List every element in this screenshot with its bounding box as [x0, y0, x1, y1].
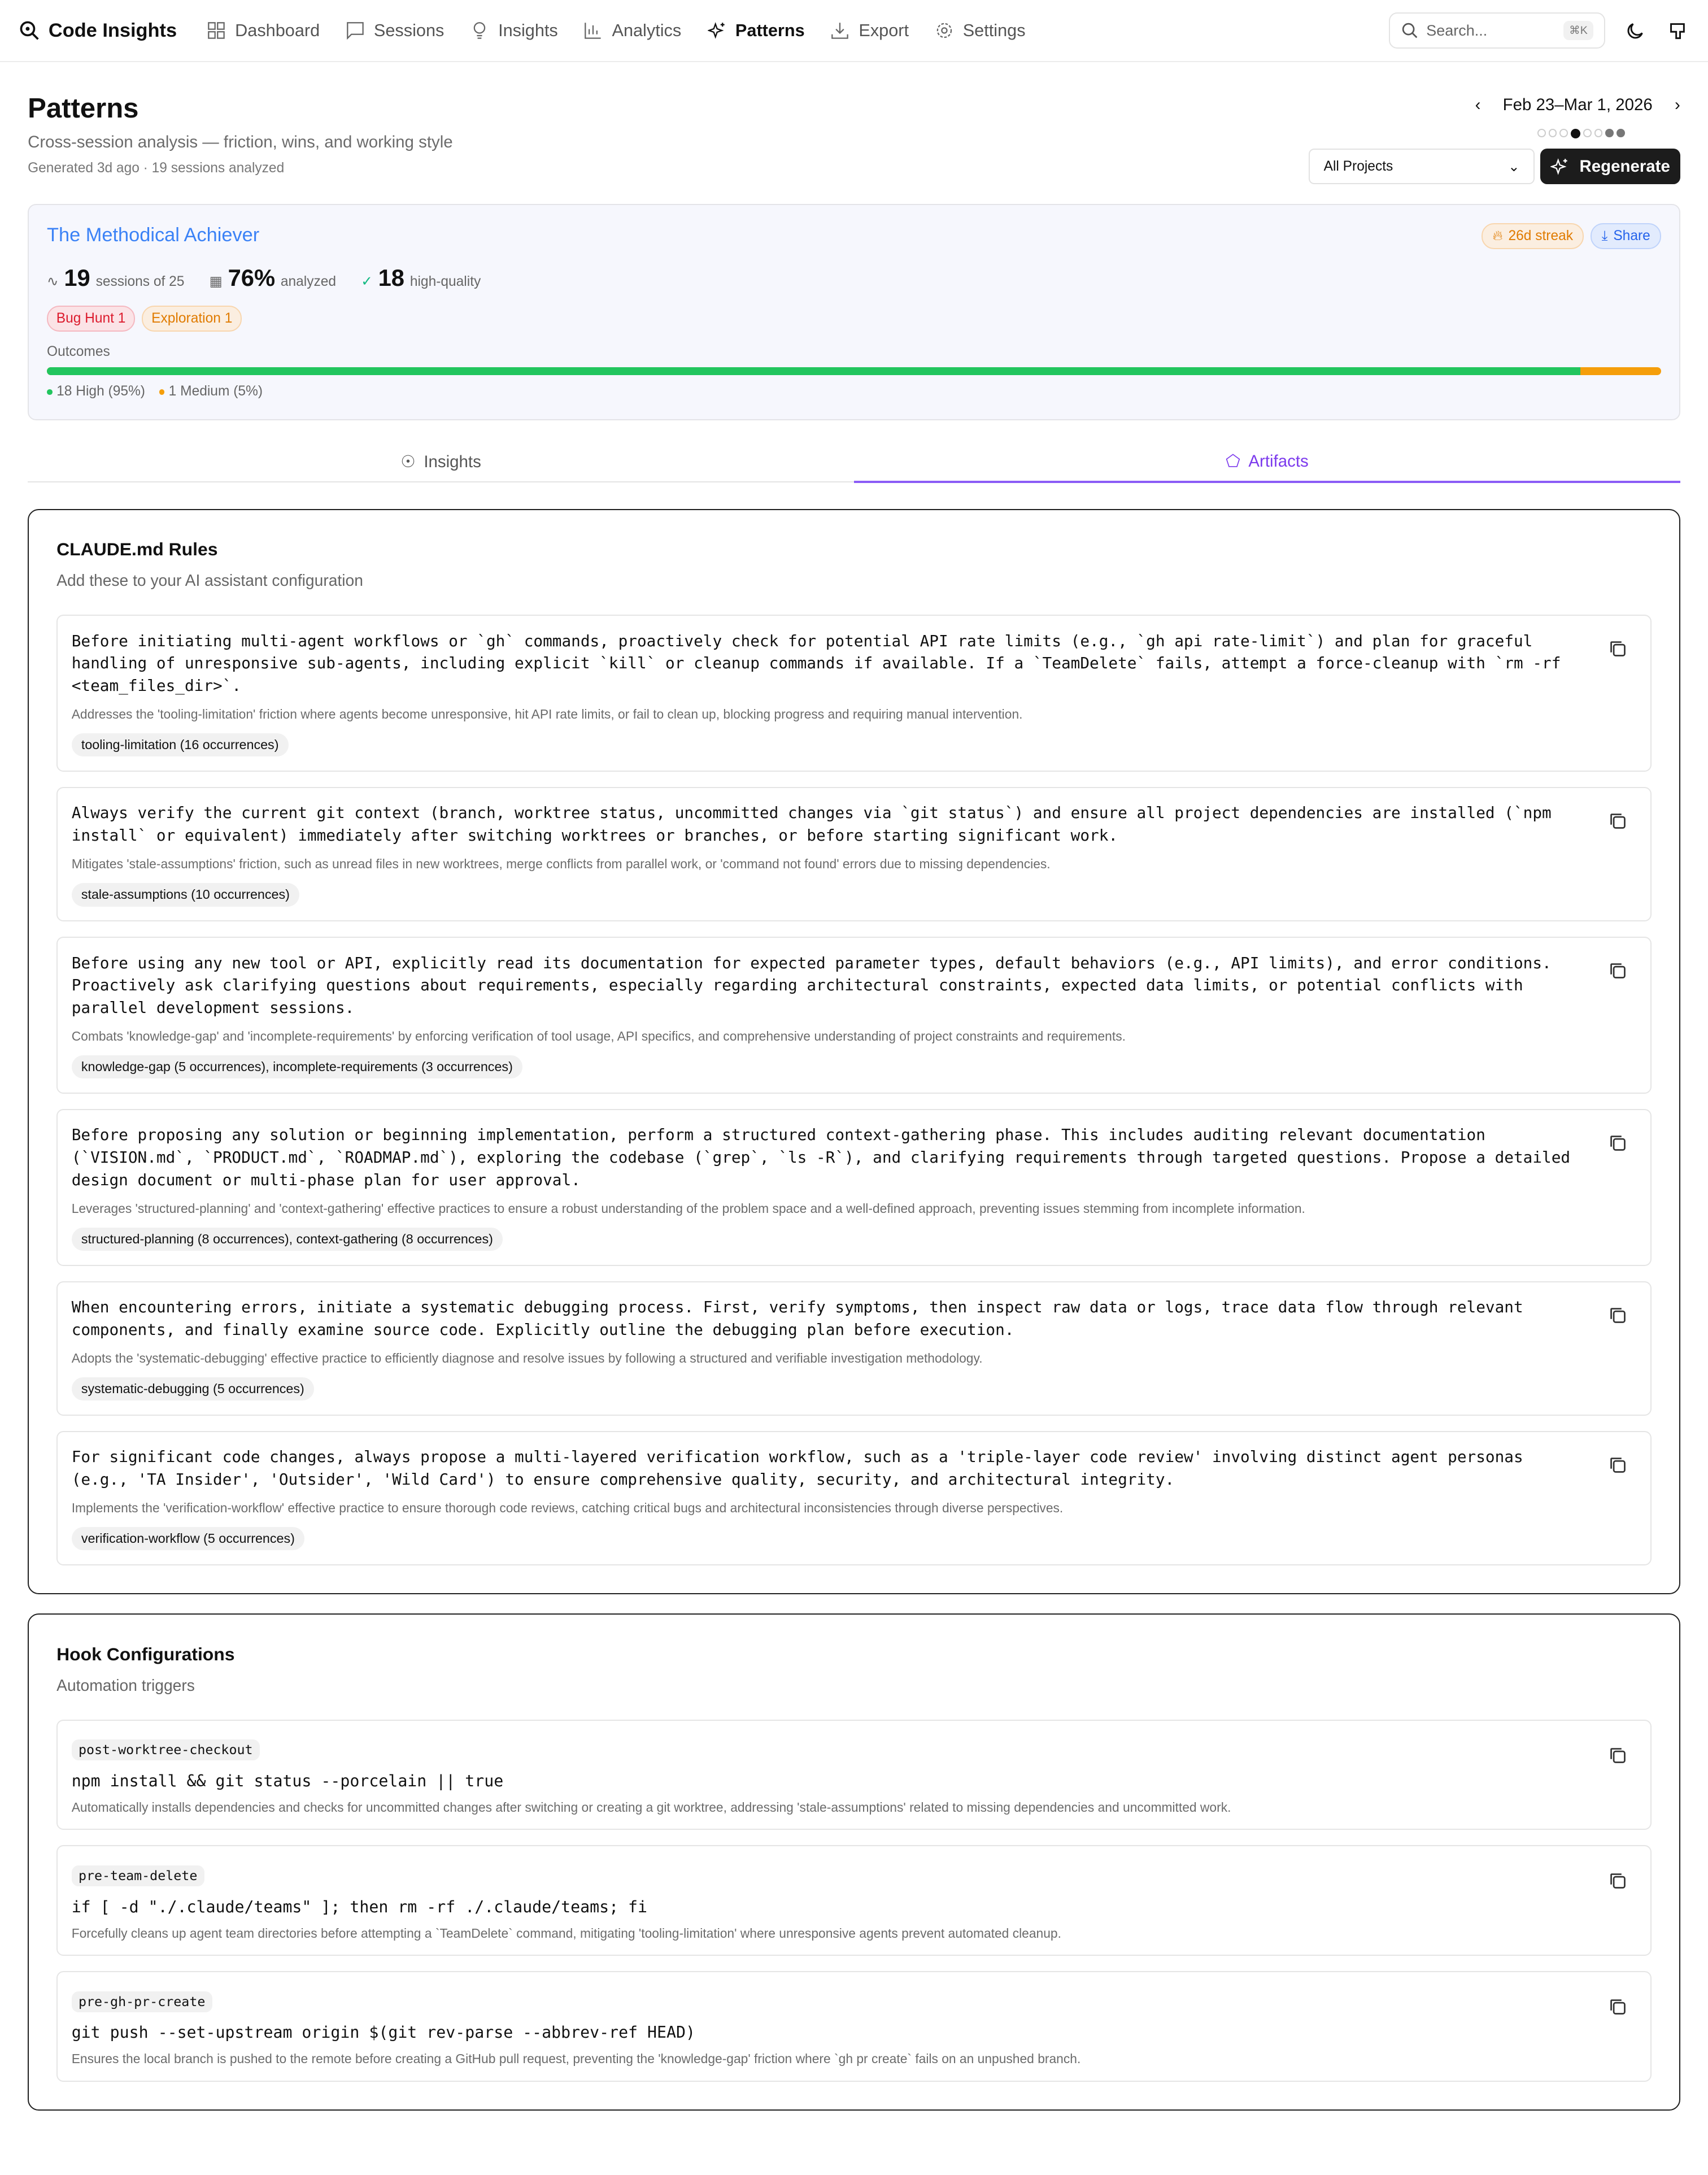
brand-name: Code Insights [48, 19, 177, 41]
rule-card [56, 615, 1652, 772]
header-controls [1309, 149, 1680, 185]
rule-card [56, 937, 1652, 1094]
date-navigator [1475, 95, 1680, 115]
nav-label: Dashboard [235, 20, 320, 41]
flame-icon: 🔥︎ [1492, 228, 1503, 244]
generated-info: Generated 3d ago · 19 sessions analyzed [28, 160, 285, 176]
tab-artifacts[interactable] [854, 442, 1680, 483]
copy-icon [1609, 1998, 1627, 2016]
lightbulb-icon [470, 21, 489, 40]
rule-text: When encountering errors, initiate a systematic debugging process. First, verify symptoms, then inspect raw data or logs, trace data flow through relevant components, and finally examine source code. Explicitly outline the debugging plan before execution. [71, 1298, 1533, 1339]
tag-exploration: Exploration 1 [142, 306, 242, 332]
week-dot[interactable] [1583, 129, 1592, 137]
tab-bar [28, 442, 1680, 482]
rule-card [56, 787, 1652, 921]
copy-icon [1609, 812, 1627, 830]
copy-button[interactable] [1609, 1870, 1627, 1888]
legend-medium: 1 Medium (5%) [159, 384, 263, 399]
tab-insights[interactable] [28, 442, 854, 481]
nav-insights[interactable] [470, 20, 558, 41]
occurrence-badge: verification-workflow (5 occurrences) [72, 1527, 304, 1551]
page-subtitle: Cross-session analysis — friction, wins, and working style [28, 133, 453, 152]
hook-command: if [ -d "./.claude/teams" ]; then rm -rf ./.claude/teams; fi [71, 1897, 648, 1916]
week-dot[interactable] [1605, 129, 1614, 137]
tag-bug-hunt: Bug Hunt 1 [47, 306, 135, 332]
hook-name: pre-team-delete [72, 1865, 204, 1886]
rule-rationale: Adopts the 'systematic-debugging' effective practice to efficiently diagnose and resolve issues by following a structured and verifiable investigation methodology. [71, 1350, 983, 1365]
nav-label: Sessions [373, 20, 445, 41]
legend-high: 18 High (95%) [47, 384, 145, 399]
grid-icon: ▦ [209, 274, 223, 290]
shield-icon: ⬠ [1226, 452, 1240, 471]
hook-configurations-section [28, 1613, 1680, 2111]
share-label: Share [1613, 228, 1650, 244]
occurrence-badge: tooling-limitation (16 occurrences) [72, 733, 289, 757]
tab-label: Insights [424, 452, 481, 471]
week-dot[interactable] [1616, 129, 1625, 137]
tab-label: Artifacts [1248, 451, 1309, 471]
rule-text: Before proposing any solution or beginning implementation, perform a structured context-gathering phase. This includes auditing relevant documentation (`VISION.md`, `PRODUCT.md`, `ROADMAP.md`), exploring the codebase (`grep`, `ls -R`), and clarifying requirements through targeted questions. Propose a detailed design document or multi-phase plan for user approval. [71, 1125, 1580, 1189]
copy-button[interactable] [1609, 1132, 1627, 1150]
nav-dashboard[interactable] [207, 20, 320, 41]
rule-rationale: Implements the 'verification-workflow' effective practice to ensure thorough code reviews, catching critical bugs and architectural inconsistencies through diverse perspectives. [71, 1500, 1064, 1516]
regenerate-label: Regenerate [1579, 156, 1670, 176]
brand[interactable] [19, 20, 177, 42]
check-circle-icon: ✓ [361, 274, 373, 290]
hook-description: Ensures the local branch is pushed to the remote before creating a GitHub pull request, preventing the 'knowledge-gap' friction where `gh pr create` fails on an unpushed branch. [71, 2051, 1081, 2067]
copy-icon [1609, 962, 1627, 980]
copy-icon [1609, 1872, 1627, 1890]
hook-name: post-worktree-checkout [72, 1739, 260, 1760]
date-range: Feb 23–Mar 1, 2026 [1502, 95, 1653, 115]
rule-rationale: Leverages 'structured-planning' and 'context-gathering' effective practices to ensure a robust understanding of the problem space and a well-defined approach, preventing issues stemming from incomplete information. [71, 1200, 1305, 1216]
week-dot[interactable] [1549, 129, 1557, 137]
share-button[interactable] [1591, 223, 1661, 250]
hook-card [56, 1971, 1652, 2082]
analyzed-pct: 76% [228, 264, 276, 292]
section-title: CLAUDE.md Rules [56, 539, 218, 560]
rule-rationale: Combats 'knowledge-gap' and 'incomplete-requirements' by enforcing verification of tool usage, API specifics, and comprehensive understanding of project constraints and requirements. [71, 1029, 1126, 1044]
copy-button[interactable] [1609, 1744, 1627, 1762]
week-dot-current[interactable] [1571, 129, 1580, 138]
shortcut-badge: ⌘K [1563, 21, 1593, 40]
section-title: Hook Configurations [56, 1643, 235, 1664]
occurrence-badge: stale-assumptions (10 occurrences) [72, 883, 299, 907]
copy-button[interactable] [1609, 1996, 1627, 2014]
theme-toggle-button[interactable] [1625, 20, 1647, 42]
nav-label: Settings [962, 20, 1026, 41]
next-week-button[interactable]: › [1675, 95, 1680, 115]
rule-card [56, 1431, 1652, 1565]
claude-md-rules-section [28, 509, 1680, 1594]
section-subtitle: Add these to your AI assistant configuration [56, 571, 363, 589]
week-dot[interactable] [1594, 129, 1603, 137]
hook-command: git push --set-upstream origin $(git rev-parse --abbrev-ref HEAD) [71, 2023, 695, 2042]
copy-icon [1609, 1134, 1627, 1152]
rule-card [56, 1281, 1652, 1416]
page-title: Patterns [28, 93, 139, 124]
page-header [0, 62, 1708, 201]
hook-name: pre-gh-pr-create [72, 1991, 212, 2012]
hook-description: Forcefully cleans up agent team directories before attempting a `TeamDelete` command, mitigating 'tooling-limitation' where unresponsive agents prevent automated cleanup. [71, 1925, 1061, 1941]
github-button[interactable] [1666, 20, 1688, 42]
profile-title: The Methodical Achiever [46, 224, 260, 246]
outcomes-label: Outcomes [46, 344, 110, 360]
nav-patterns[interactable] [708, 20, 805, 41]
search-icon [1401, 22, 1418, 38]
nav-sessions[interactable] [346, 20, 445, 41]
streak-badge [1482, 223, 1584, 250]
streak-label: 26d streak [1508, 228, 1574, 244]
rule-text: Always verify the current git context (branch, worktree status, uncommitted changes via `git status`) and ensure all project dependencies are installed (`npm install` or equivalent) immediately after switching worktrees or branches, or before starting significant work. [71, 803, 1561, 845]
rule-text: For significant code changes, always propose a multi-layered verification workflow, such as a 'triple-layer code review' involving distinct agent personas (e.g., 'TA Insider', 'Outsider', 'Wild Card') to ensure comprehensive quality, security, and architectural integrity. [71, 1447, 1533, 1489]
occurrence-badge: systematic-debugging (5 occurrences) [72, 1377, 314, 1401]
copy-button[interactable] [1609, 1454, 1627, 1472]
nav-label: Analytics [612, 20, 682, 41]
sparkles-icon [1550, 158, 1568, 176]
nav-label: Patterns [735, 20, 805, 41]
nav-analytics[interactable] [584, 20, 681, 41]
top-nav [0, 0, 1708, 62]
week-dot[interactable] [1559, 129, 1568, 137]
rule-rationale: Mitigates 'stale-assumptions' friction, such as unread files in new worktrees, merge conflicts from parallel work, or 'command not found' errors due to missing dependencies. [71, 856, 1051, 872]
chevron-down-icon: ⌄ [1508, 159, 1520, 175]
profile-card [28, 204, 1680, 420]
brain-icon: ☉ [400, 453, 416, 472]
message-icon [346, 21, 364, 40]
bar-chart-icon [584, 21, 602, 40]
week-dots [1537, 129, 1625, 138]
download-icon [831, 21, 849, 40]
search-placeholder: Search... [1426, 21, 1488, 39]
activity-icon: ∿ [46, 274, 59, 290]
search-input[interactable] [1389, 12, 1605, 49]
occurrence-badge: structured-planning (8 occurrences), context-gathering (8 occurrences) [72, 1228, 503, 1251]
copy-icon [1609, 640, 1627, 658]
hook-card [56, 1845, 1652, 1956]
nav-label: Insights [498, 20, 558, 41]
hook-description: Automatically installs dependencies and checks for uncommitted changes after switching or creating a git worktree, addressing 'stale-assumptions' related to missing dependencies and uncommitted work. [71, 1799, 1231, 1815]
nav-label: Export [859, 20, 909, 41]
copy-icon [1609, 1306, 1627, 1324]
high-quality-count: 18 [378, 264, 405, 292]
section-subtitle: Automation triggers [56, 1676, 195, 1694]
moon-icon [1627, 21, 1645, 40]
sessions-label: sessions of 25 [95, 274, 185, 290]
sessions-count: 19 [64, 264, 90, 292]
copy-icon [1609, 1456, 1627, 1474]
week-dot[interactable] [1537, 129, 1546, 137]
gear-icon [935, 21, 953, 40]
hook-command: npm install && git status --porcelain || true [71, 1771, 504, 1790]
regenerate-button[interactable] [1540, 149, 1680, 185]
search-logo-icon [19, 20, 40, 41]
nav-settings[interactable] [935, 20, 1026, 41]
high-quality-label: high-quality [409, 274, 481, 290]
outcomes-high-fill [47, 367, 1580, 376]
rule-text: Before using any new tool or API, explicitly read its documentation for expected parameter types, default behaviors (e.g., API limits), and error conditions. Proactively ask clarifying questions about requirements, especially regarding architectural constraints, expected data limits, or potential conflicts with parallel development sessions. [71, 953, 1561, 1017]
github-icon [1668, 21, 1687, 40]
grid-icon [207, 21, 225, 40]
copy-button[interactable] [1609, 810, 1627, 828]
nav-export[interactable] [831, 20, 909, 41]
project-select[interactable] [1309, 149, 1535, 185]
copy-button[interactable] [1609, 1304, 1627, 1323]
copy-button[interactable] [1609, 960, 1627, 978]
copy-icon [1609, 1746, 1627, 1764]
analyzed-label: analyzed [280, 274, 337, 290]
rule-text: Before initiating multi-agent workflows or `gh` commands, proactively check for potential API rate limits (e.g., `gh api rate-limit`) and plan for graceful handling of unresponsive sub-agents, including explicit `kill` or cleanup commands if available. If a `TeamDelete` fails, attempt a force-cleanup with `rm -rf <team_files_dir>`. [71, 631, 1571, 695]
rule-card [56, 1109, 1652, 1266]
outcomes-bar [47, 367, 1661, 376]
prev-week-button[interactable]: ‹ [1475, 95, 1481, 115]
occurrence-badge: knowledge-gap (5 occurrences), incomplete-requirements (3 occurrences) [72, 1055, 522, 1079]
project-select-value: All Projects [1323, 158, 1393, 174]
rule-rationale: Addresses the 'tooling-limitation' friction where agents become unresponsive, hit API rate limits, or fail to clean up, blocking progress and requiring manual intervention. [71, 707, 1023, 722]
hook-card [56, 1720, 1652, 1830]
sparkles-icon [708, 21, 726, 40]
copy-button[interactable] [1609, 638, 1627, 656]
download-icon: ⤓ [1601, 228, 1608, 244]
stats-row [47, 264, 1661, 292]
